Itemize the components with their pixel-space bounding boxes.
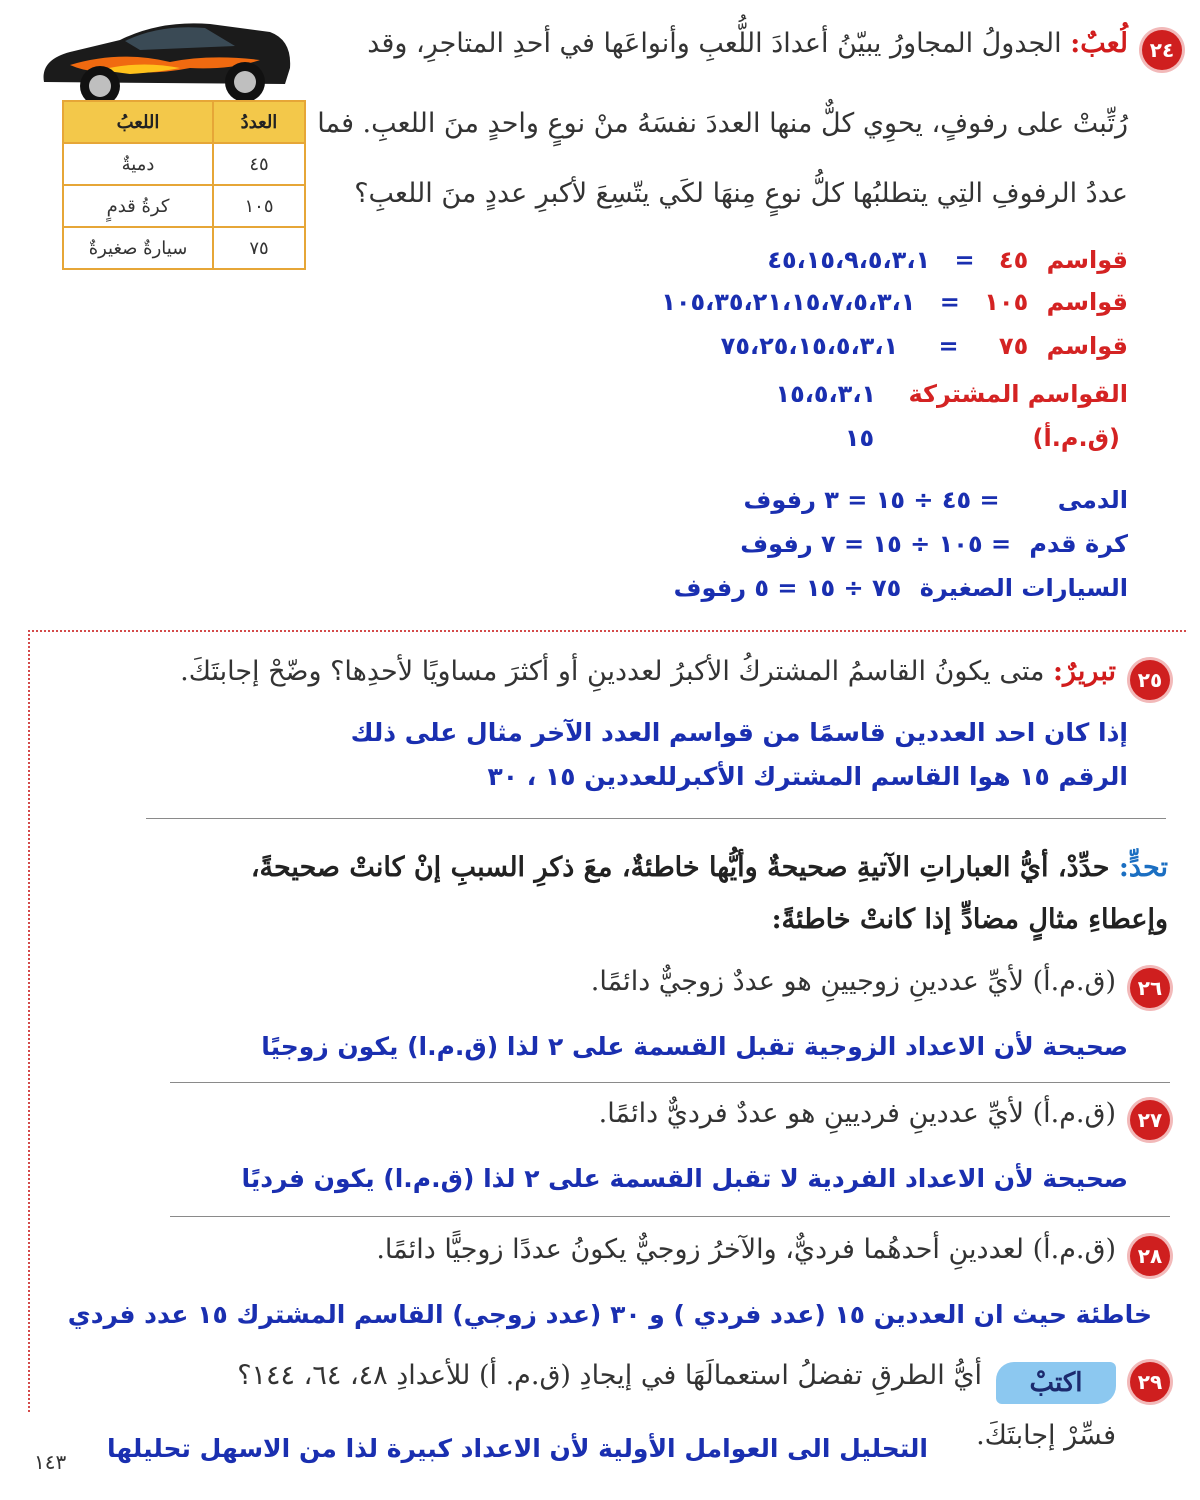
question-number-25: ٢٥	[1130, 660, 1170, 700]
factors-value: ١٠٥،٣٥،٢١،١٥،٧،٥،٣،١	[661, 288, 916, 316]
exercises-section-frame	[28, 630, 1186, 1412]
question-25-text: متى يكونُ القاسمُ المشتركُ الأكبرُ لعددينِ أو أكثرَ مساويًا لأحدِها؟ وضّحْ إجابتَكَ.	[180, 656, 1045, 687]
divider	[170, 1082, 1170, 1083]
divider	[146, 818, 1166, 819]
table-cell-count: ٤٥	[213, 143, 305, 185]
factors-label: قواسم	[1046, 288, 1128, 316]
factors-45	[767, 246, 1128, 274]
table-cell-count: ١٠٥	[213, 185, 305, 227]
question-28-answer: خاطئة حيث ان العددين ١٥ (عدد فردي ) و ٣٠ (عدد زوجي) القاسم المشترك ١٥ عدد فردي	[67, 1300, 1152, 1329]
page-number: ١٤٣	[34, 1450, 67, 1474]
challenge-text-1: حدِّدْ، أيُّ العباراتِ الآتيةِ صحيحةٌ وأيُّها خاطئةٌ، معَ ذكرِ السببِ إنْ كانتْ صحيحةً،	[250, 852, 1110, 883]
common-factors-label: القواسم المشتركة	[908, 380, 1128, 408]
table-row	[63, 227, 305, 269]
challenge-line-1	[251, 852, 1168, 883]
table-cell-count: ٧٥	[213, 227, 305, 269]
question-24-line-1	[367, 28, 1128, 59]
shelves-calc: ٧٥ ÷ ١٥ = ٥ رفوف	[673, 574, 902, 602]
factors-number: ٤٥	[998, 246, 1029, 274]
factors-label: قواسم	[1046, 332, 1128, 360]
divider	[170, 1216, 1170, 1217]
question-24-line-3: عددُ الرفوفِ التِي يتطلبُها كلُّ نوعٍ مِنهَا لكَي يتّسِعَ لأكبرِ عددٍ منَ اللعبِ؟	[354, 178, 1128, 209]
question-number-24: ٢٤	[1142, 30, 1182, 70]
question-number-29: ٢٩	[1130, 1362, 1170, 1402]
factors-value: ٤٥،١٥،٩،٥،٣،١	[767, 246, 931, 274]
shelves-calc: = ١٠٥ ÷ ١٥ = ٧ رفوف	[740, 530, 1012, 558]
question-27-text: (ق.م.أ) لأيِّ عددينِ فرديينِ هو عددٌ فرديٌّ دائمًا.	[598, 1098, 1116, 1129]
question-27-answer: صحيحة لأن الاعداد الفردية لا تقبل القسمة على ٢ لذا (ق.م.ا) يكون فرديًا	[241, 1164, 1128, 1193]
shelves-cars	[674, 574, 1128, 602]
table-cell-toy: كرةُ قدمٍ	[63, 185, 213, 227]
toys-table-container	[62, 100, 306, 270]
question-26-answer: صحيحة لأن الاعداد الزوجية تقبل القسمة على ٢ لذا (ق.م.ا) يكون زوجيًا	[261, 1032, 1128, 1061]
challenge-line-2: وإعطاءِ مثالٍ مضادٍّ إذا كانتْ خاطئةً:	[771, 904, 1168, 935]
table-row	[63, 143, 305, 185]
table-cell-toy: دميةٌ	[63, 143, 213, 185]
question-24-text-1: الجدولُ المجاورُ يبيّنُ أعدادَ اللُّعبِ وأنواعَها في أحدِ المتاجرِ، وقد	[367, 28, 1062, 59]
factors-equals: =	[954, 246, 975, 274]
shelves-label: السيارات الصغيرة	[919, 574, 1128, 602]
question-number-26: ٢٦	[1130, 968, 1170, 1008]
table-header-count: العددُ	[213, 101, 305, 143]
common-factors-value: ١٥،٥،٣،١	[775, 380, 877, 408]
question-25-tag: تبريرٌ:	[1053, 656, 1116, 687]
gcf-label: (ق.م.أ)	[1032, 424, 1120, 452]
table-cell-toy: سيارةٌ صغيرةٌ	[63, 227, 213, 269]
factors-equals: =	[939, 288, 960, 316]
factors-equals: =	[938, 332, 959, 360]
question-28-text: (ق.م.أ) لعددينِ أحدهُما فرديٌّ، والآخرُ زوجيٌّ يكونُ عددًا زوجيًّا دائمًا.	[376, 1234, 1116, 1265]
question-25-answer-1: إذا كان احد العددين قاسمًا من قواسم العدد الآخر مثال على ذلك	[350, 718, 1128, 747]
shelves-dolls	[743, 486, 1128, 514]
challenge-tag: تحدٍّ:	[1118, 852, 1168, 883]
question-25-line	[180, 656, 1116, 687]
question-29-answer: التحليل الى العوامل الأولية لأن الاعداد كبيرة لذا من الاسهل تحليلها	[107, 1434, 928, 1463]
factors-value: ٧٥،٢٥،١٥،٥،٣،١	[720, 332, 899, 360]
factors-75	[721, 332, 1128, 360]
table-header-toy: اللعبُ	[63, 101, 213, 143]
shelves-label: الدمى	[1057, 486, 1128, 514]
shelves-football	[740, 530, 1128, 558]
shelves-label: كرة قدم	[1029, 530, 1128, 558]
question-29-text: أيُّ الطرقِ تفضلُ استعمالَهَا في إيجادِ (ق.م. أ) للأعدادِ ٤٨، ٦٤، ١٤٤؟	[237, 1360, 982, 1391]
question-29-text-2: فسِّرْ إجابتَكَ.	[976, 1420, 1116, 1451]
toys-table	[62, 100, 306, 270]
question-26-text: (ق.م.أ) لأيِّ عددينِ زوجيينِ هو عددٌ زوجيٌّ دائمًا.	[590, 966, 1116, 997]
factors-label: قواسم	[1046, 246, 1128, 274]
toy-car-image	[30, 10, 300, 110]
factors-105	[661, 288, 1128, 316]
common-factors	[775, 380, 1128, 408]
table-row	[63, 185, 305, 227]
factors-number: ١٠٥	[984, 288, 1029, 316]
question-25-answer-2: الرقم ١٥ هوا القاسم المشترك الأكبرللعددين ١٥ ، ٣٠	[487, 762, 1128, 791]
factors-number: ٧٥	[998, 332, 1029, 360]
shelves-calc: = ٤٥ ÷ ١٥ = ٣ رفوف	[743, 486, 1000, 514]
question-24-tag: لُعبٌ:	[1070, 28, 1128, 59]
gcf-value: ١٥	[844, 424, 875, 452]
question-number-28: ٢٨	[1130, 1236, 1170, 1276]
question-24-line-2: رُتِّبتْ على رفوفٍ، يحوِي كلٌّ منها العددَ نفسَهُ منْ نوعٍ واحدٍ منَ اللعبِ. فما	[317, 108, 1128, 139]
write-badge: اكتبْ	[996, 1362, 1116, 1404]
gcf-line	[845, 424, 1120, 452]
question-number-27: ٢٧	[1130, 1100, 1170, 1140]
